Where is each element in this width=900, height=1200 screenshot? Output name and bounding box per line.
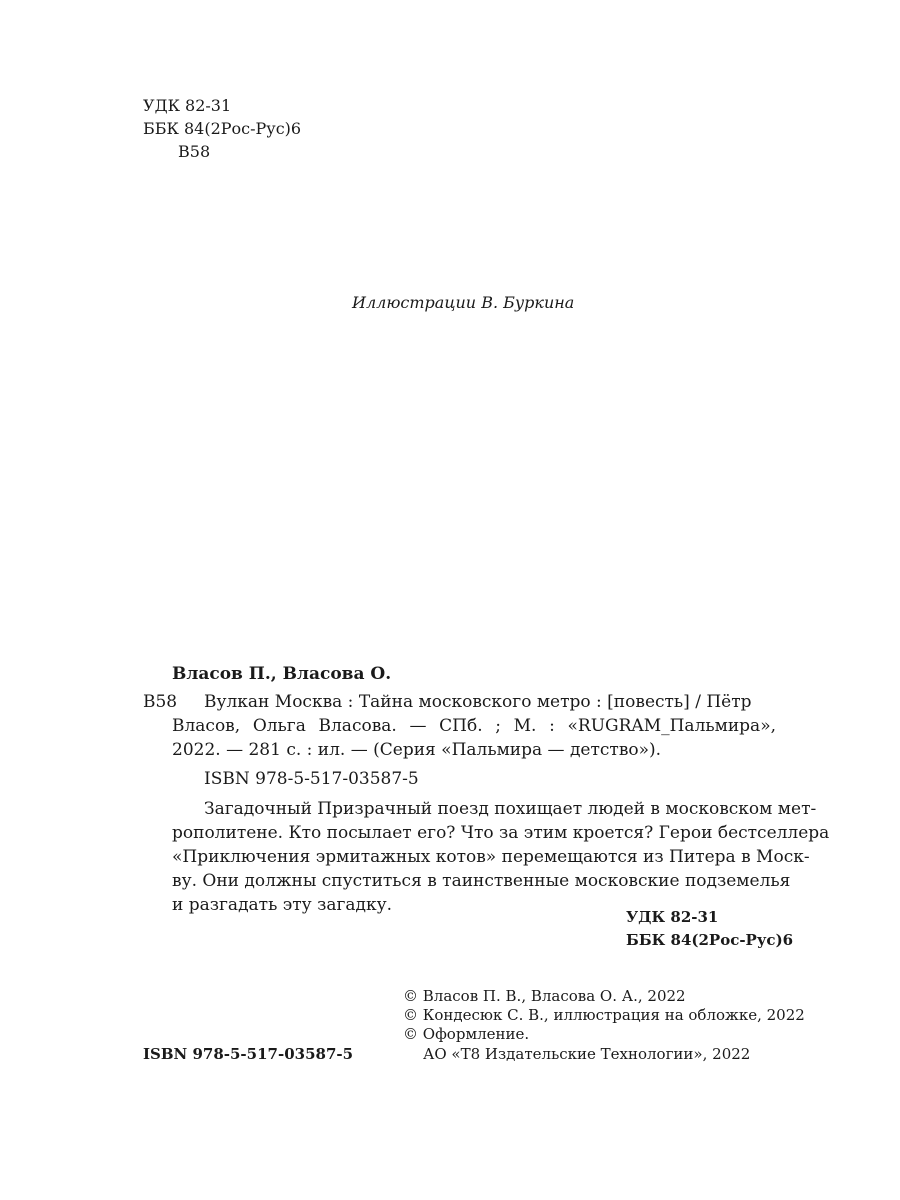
catalog-title-line-2: Власов, Ольга Власова. — СПб. ; М. : «RUGRAM_Пальмира», [172, 716, 776, 736]
annotation-line-1: Загадочный Призрачный поезд похищает людей в московском мет- [204, 799, 817, 819]
annotation-line-3: «Приключения эрмитажных котов» перемещаются из Питера в Моск- [172, 847, 810, 867]
catalog-udk: УДК 82-31 [626, 908, 719, 926]
catalog-title-text-1: Вулкан Москва : Тайна московского метро : [повесть] / Пётр [204, 692, 752, 712]
catalog-bbk: ББК 84(2Рос-Рус)6 [626, 931, 794, 949]
copyright-cover-illustration: © Кондесюк С. В., иллюстрация на обложке, 2022 [403, 1006, 805, 1024]
bottom-isbn: ISBN 978-5-517-03587-5 [143, 1045, 354, 1063]
udk-code-top: УДК 82-31 [143, 96, 232, 115]
catalog-title-line-1 [204, 690, 776, 714]
copyright-design: © Оформление. [403, 1025, 530, 1043]
catalog-title-line-3: 2022. — 281 с. : ил. — (Серия «Пальмира — детство»). [172, 740, 662, 760]
annotation-line-5: и разгадать эту загадку. [172, 895, 393, 915]
copyright-publisher: АО «Т8 Издательские Технологии», 2022 [423, 1045, 751, 1063]
catalog-isbn: ISBN 978-5-517-03587-5 [204, 769, 419, 789]
catalog-authors: Власов П., Власова О. [172, 664, 392, 684]
bbk-code-top: ББК 84(2Рос-Рус)6 [143, 119, 302, 138]
author-sign-top: В58 [178, 142, 211, 161]
annotation-line-2: рополитене. Кто посылает его? Что за этим кроется? Герои бестселлера [172, 823, 830, 843]
copyright-authors: © Власов П. В., Власова О. А., 2022 [403, 987, 686, 1005]
catalog-author-sign: В58 [143, 692, 178, 712]
illustrations-credit: Иллюстрации В. Буркина [352, 293, 575, 312]
annotation-line-4: ву. Они должны спуститься в таинственные московские подземелья [172, 871, 791, 891]
